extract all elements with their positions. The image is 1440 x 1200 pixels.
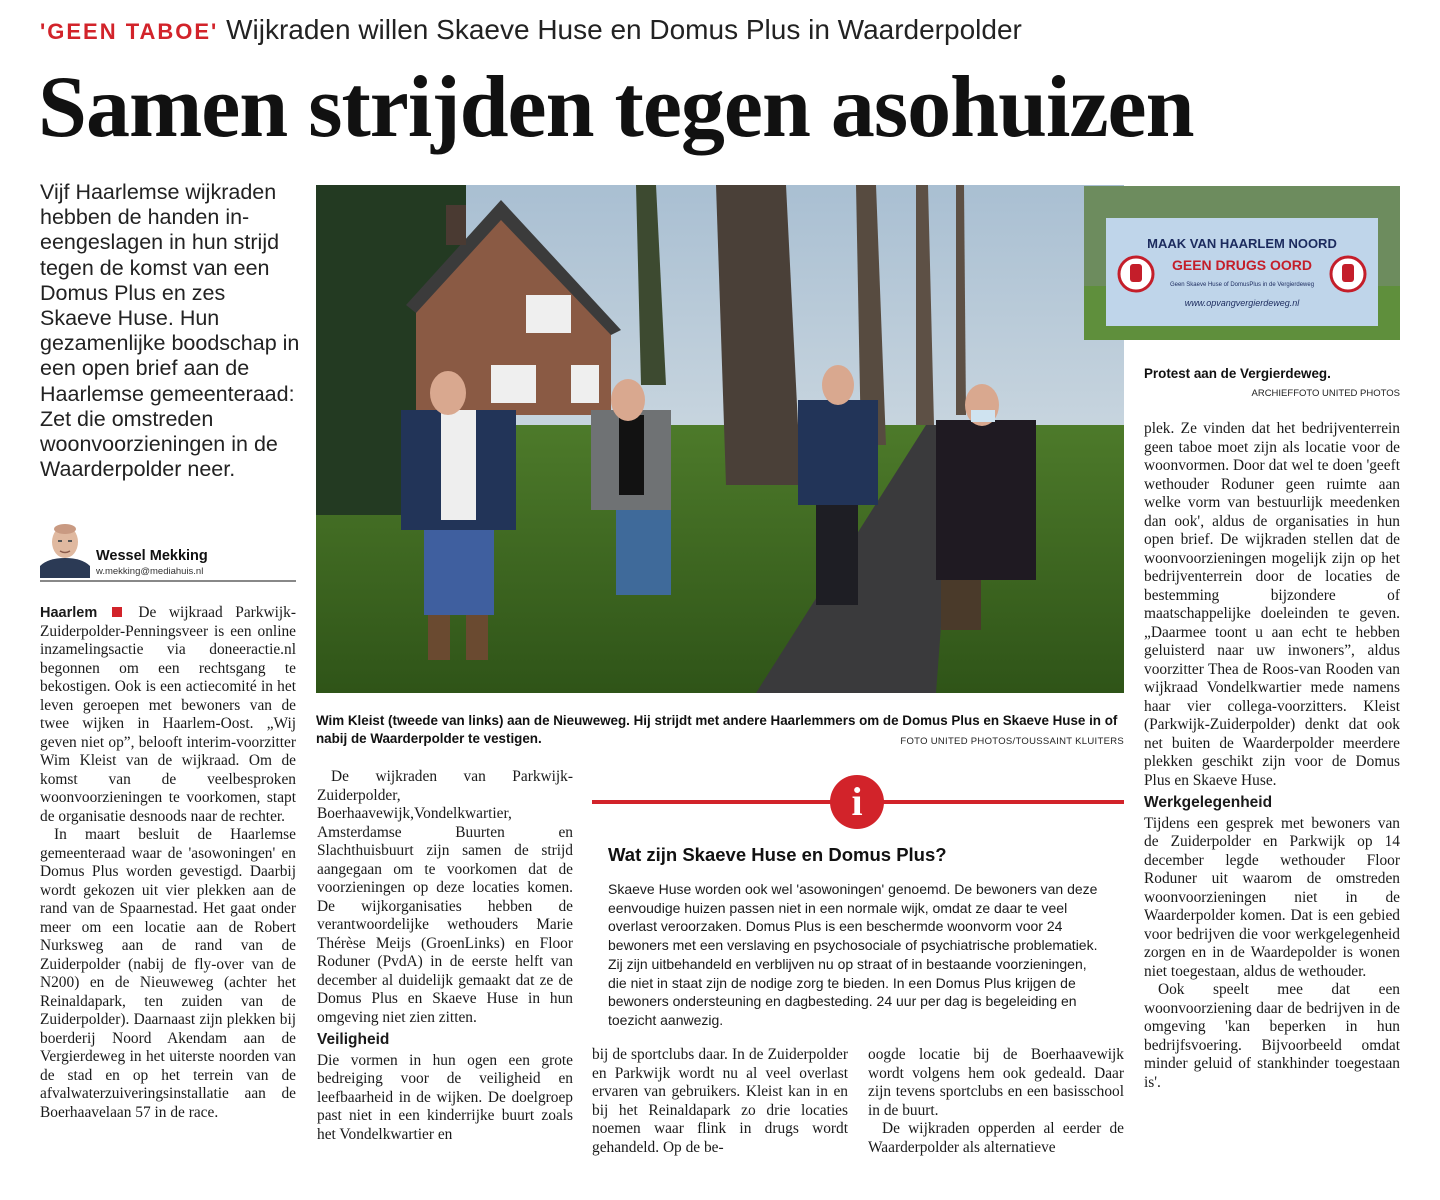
paragraph: In maart besluit de Haarlemse gemeenteraad waar de 'asowoningen' en Domus Plus worden gevestigd. Daarbij wordt gekozen uit vier plekken aan de rand van de Spaarnestad. Het gaat onder meer om een locatie aan de Robert Nurksweg aan de rand van de Zuiderpolder (nabij de fly-over van de N200) en de Nieuweweg (achter het Reinaldapark, ten zuiden van de Zuiderpolder). Daarnaast zijn plekken bij boerderij Noord Akendam aan de Vergierdeweg in het uiterste noorden van de stad en op het terrein van de afvalwaterzuiveringsinstallatie aan de Boerhaavelaan 57 in de race. [40,826,296,1121]
subheading-werkgelegenheid: Werkgelegenheid [1144,794,1273,811]
main-photo [316,185,1124,693]
dateline: Haarlem [40,605,98,621]
infobox-text: Skaeve Huse worden ook wel 'asowoningen' genoemd. De bewoners van deze eenvoudige huizen passen niet in een normale wijk, omdat ze daar te veel overlast veroorzaken. Domus Plus is een beschermde woonvorm voor 24 bewoners met een verslaving en psychosociale of psychiatrische problematiek. Zij zijn uitbehandeld en verblijven nu op straat of in bestaande voorzieningen, die niet in staat zijn de nodige zorg te bieden. In een Domus Plus krijgen de bewoners ondersteuning en dagbesteding. 24 uur per dag is begeleiding en toezicht aanwezig. [608,881,1098,1028]
paragraph: De wijkraden van Parkwijk-Zuiderpolder, Boerhaavewijk,Vondelkwartier, Amsterdamse Buurten en Slachthuisbuurt zijn samen de strijd aangegaan om te voorkomen dat de voorzieningen op deze locaties komen. De wijkorganisaties hebben de verantwoordelijke wethouders Marie Thérèse Meijs (GroenLinks) en Floor Roduner (PvdA) in de eerste helft van december al duidelijk gemaakt dat ze de Domus Plus en Skaeve Huse in hun omgeving niet zien zitten. [317,768,573,1026]
subheading-veiligheid: Veiligheid [317,1031,390,1048]
sign-line-2: GEEN DRUGS OORD [1171,257,1313,273]
article-column-5 [1144,420,1400,1092]
paragraph: plek. Ze vinden dat het bedrijventerrein geen taboe moet zijn als locatie voor de woonvormen. Door dat wel te doen 'geeft wethouder Roduner geen ruimte aan welke vorm van bestuurlijk meedenken dan ook', aldus de organisaties in hun open brief. De wijkraden stellen dat de woonvoorzieningen mogelijk zijn op het bedrijventerrein door de locaties de bestemming bijzondere of maatschappelijke doeleinden te geven. „Daarmee toont u aan echt te hebben geluisterd naar uw inwoners”, aldus voorzitter Thea de Roos-van Rooden van wijkraad Vondelkwartier mede namens haar vier collega-voorzitters. Kleist (Parkwijk-Zuiderpolder) denkt dat ook net buiten de Waarderpolder meerdere plekken geschikt zijn voor de Domus Plus en Skaeve Huse. [1144,420,1400,789]
info-icon: i [830,775,884,829]
paragraph: Die vormen in hun ogen een grote bedreiging voor de veiligheid en leefbaarheid in de wijken. De doelgroep past niet in een kinderrijke buurt zoals het Vondelkwartier en [317,1051,573,1143]
dateline-square-icon [112,607,122,617]
sign-url: www.opvangvergierdeweg.nl [1184,298,1300,308]
paragraph: De wijkraden opperden al eerder de Waarderpolder als alternatieve [868,1120,1124,1156]
side-photo-credit: ARCHIEFFOTO UNITED PHOTOS [1251,388,1400,399]
side-photo [1084,186,1400,340]
main-photo-credit: FOTO UNITED PHOTOS/TOUSSAINT KLUITERS [900,736,1124,747]
sign-line-3: Geen Skaeve Huse of DomusPlus in de Vergierdeweg [1169,282,1315,288]
intro-text: Vijf Haarlemse wijkraden hebben de handen in-eengeslagen in hun strijd tegen de komst van een Domus Plus en zes Skaeve Huse. Hun gezamenlijke boodschap in een open brief aan de Haarlemse gemeenteraad: Zet die omstreden woonvoorzieningen in de Waarderpolder neer. [40,180,300,482]
paragraph [40,604,296,826]
author-avatar [40,516,90,578]
article-column-1 [40,604,296,1122]
main-photo-caption: Wim Kleist (tweede van links) aan de Nieuweweg. Hij strijdt met andere Haarlemmers om de Domus Plus en Skaeve Huse in of nabij de Waarderpolder te vestigen. [316,713,1118,746]
side-photo-caption: Protest aan de Vergierdeweg. [1144,366,1331,381]
sign-line-1: MAAK VAN HAARLEM NOORD [1147,236,1337,251]
kicker [40,14,1420,46]
article-column-4 [868,1046,1124,1157]
byline [40,516,296,582]
paragraph: bij de sportclubs daar. In de Zuiderpolder en Parkwijk wordt nu al veel overlast ervaren van gebruikers. Kleist kan in en bij het Reinaldapark zo drie locaties noemen waar flink in drugs wordt gehandeld. Op de be- [592,1046,848,1156]
author-name: Wessel Mekking [96,548,208,564]
article-column-2 [317,768,573,1144]
infobox-title: Wat zijn Skaeve Huse en Domus Plus? [608,844,947,865]
paragraph: Ook speelt mee dat een woonvoorziening daar de bedrijven in de omgeving 'kan beperken in hun bedrijfsvoering. Bijvoorbeeld omdat minder geluid of stankhinder toegestaan is'. [1144,981,1400,1091]
paragraph: oogde locatie bij de Boerhaavewijk wordt volgens hem ook gedeald. Daar zijn tevens sportclubs en een basisschool in de buurt. [868,1046,1124,1119]
paragraph: Tijdens een gesprek met bewoners van de Zuiderpolder en Parkwijk op 14 december legde wethouder Floor Roduner uit waarom de omstreden woonvoorzieningen niet in de Waarderpolder komen. Dat is een gebied voor bedrijven die voor werkgelegenheid zorgen en in de Waardepolder is wonen niet toegestaan, aldus de wethouder. [1144,814,1400,980]
author-email[interactable]: w.mekking@mediahuis.nl [96,566,204,577]
article-column-3 [592,1046,848,1157]
kicker-label: 'GEEN TABOE' [40,19,219,44]
kicker-title: Wijkraden willen Skaeve Huse en Domus Plus in Waarderpolder [226,14,1022,45]
paragraph-text: De wijkraad Parkwijk-Zuiderpolder-Penningsveer is een online inzamelingsactie via doneeractie.nl begonnen om een rechtsgang te bekostigen. Ook is een actiecomité in het leven geroepen met bewoners van de twee wijken in Haarlem-Oost. „Wij geven niet op”, belooft interim-voorzitter Wim Kleist van de wijkraad. Om de komst van de veelbesproken woonvoorzieningen te voorkomen, stapt de organisatie desnoods naar de rechter. [40,604,296,825]
headline: Samen strijden tegen asohuizen [38,59,1194,156]
